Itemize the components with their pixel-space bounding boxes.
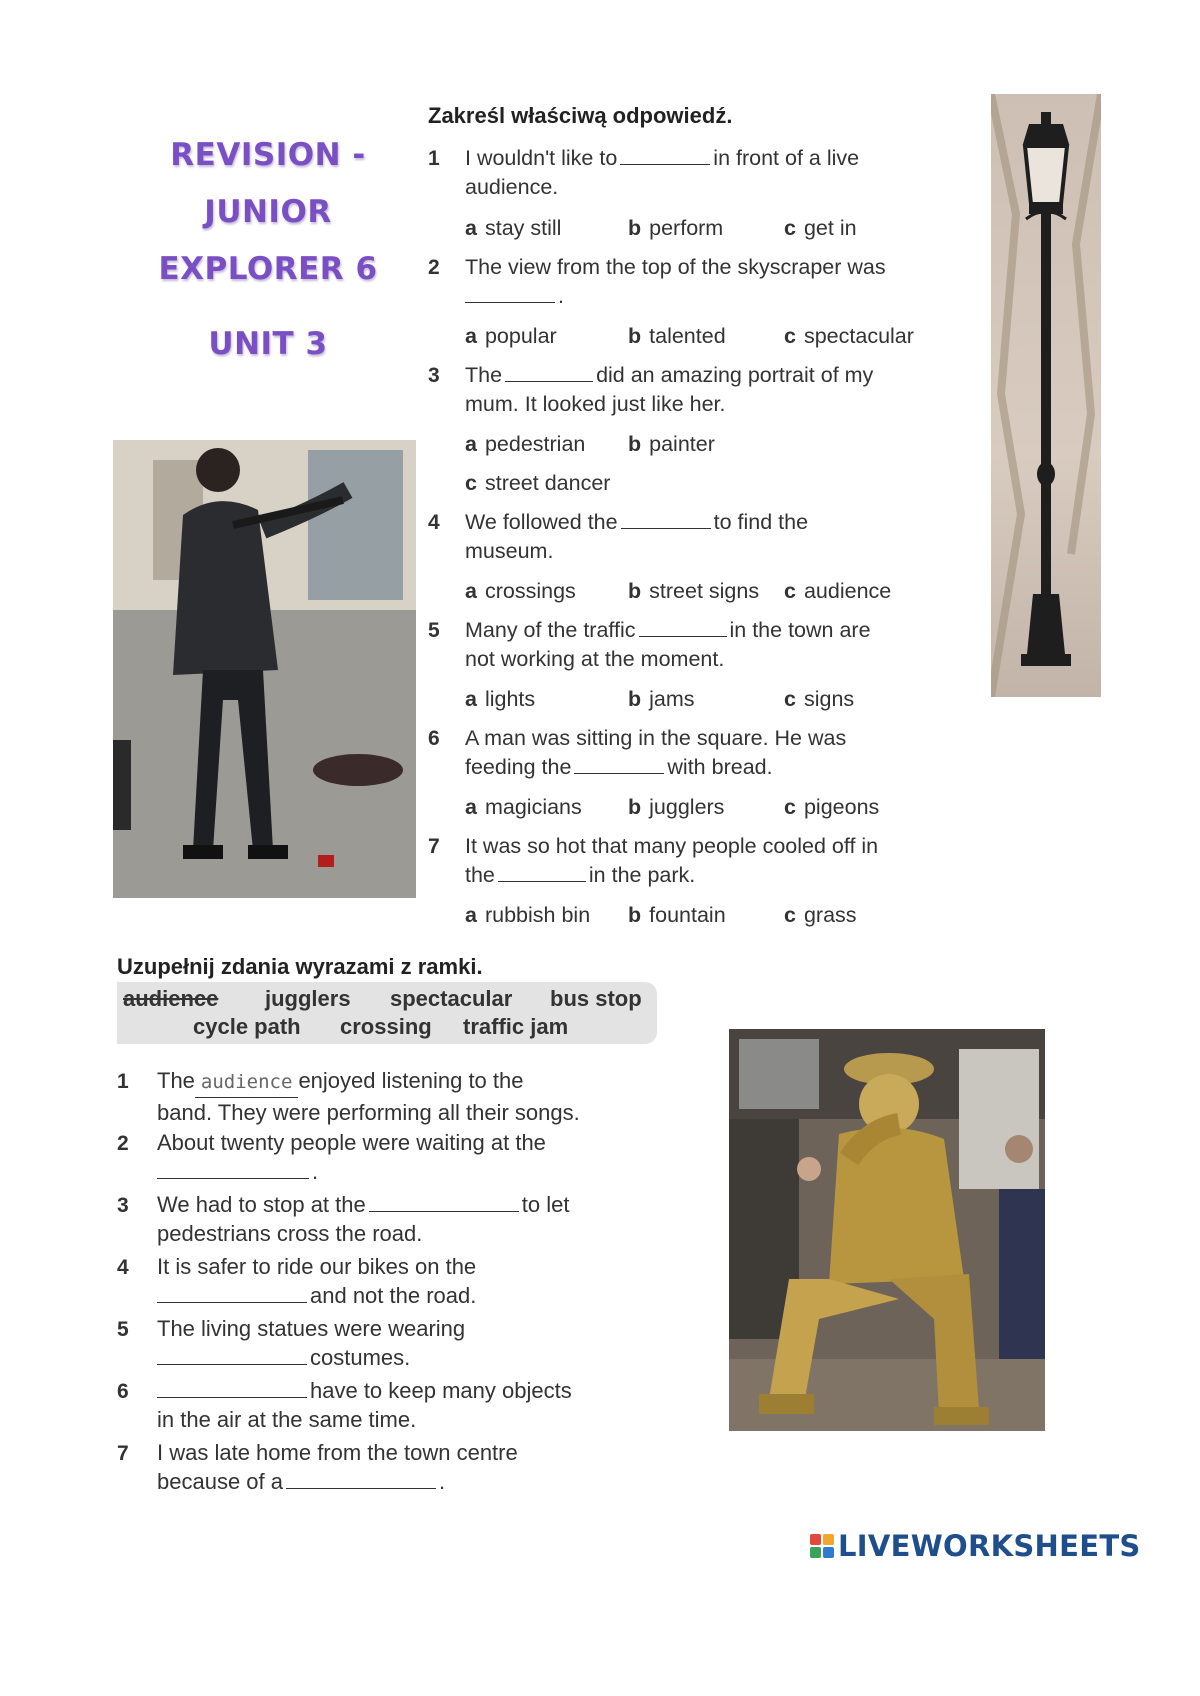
- exercise2-heading: Uzupełnij zdania wyrazami z ramki.: [117, 954, 483, 979]
- e2-q6-number: 6: [117, 1380, 129, 1403]
- q2-text: The view from the top of the skyscraper was .: [465, 255, 886, 308]
- q6-option-c[interactable]: c pigeons: [784, 795, 880, 819]
- q4-option-a[interactable]: a crossings: [465, 579, 576, 603]
- q5-option-b[interactable]: b jams: [628, 687, 695, 711]
- lamp-post-photo: [991, 94, 1101, 697]
- logo-grid-icon: [810, 1531, 834, 1565]
- e2-q5-text: The living statues were wearing costumes.: [157, 1316, 466, 1370]
- q6-text: A man was sitting in the square. He was feeding the with bread.: [465, 726, 847, 779]
- word-audience: audience: [123, 986, 219, 1011]
- e2-q1-text: The audience enjoyed listening to the band. They were performing all their songs.: [157, 1068, 580, 1125]
- q7-number: 7: [428, 835, 440, 858]
- q5-blank[interactable]: [639, 618, 727, 637]
- q7-blank[interactable]: [498, 863, 586, 882]
- e2-q7-text: I was late home from the town centre because of a .: [157, 1440, 518, 1494]
- q7-option-b[interactable]: b fountain: [628, 903, 726, 927]
- q1-option-c[interactable]: c get in: [784, 216, 857, 240]
- q5-number: 5: [428, 619, 440, 642]
- q6-blank[interactable]: [574, 755, 664, 774]
- e2-q5-blank[interactable]: [157, 1346, 307, 1365]
- q5-text: Many of the traffic in the town are not working at the moment.: [465, 618, 871, 671]
- q5-option-c[interactable]: c signs: [784, 687, 855, 711]
- q4-number: 4: [428, 511, 440, 534]
- q7-option-c[interactable]: c grass: [784, 903, 857, 927]
- q6-number: 6: [428, 727, 440, 750]
- q6-option-a[interactable]: a magicians: [465, 795, 582, 819]
- word-box: [117, 982, 657, 1044]
- q4-text: We followed the to find the museum.: [465, 510, 809, 563]
- q6-option-b[interactable]: b jugglers: [628, 795, 725, 819]
- q1-blank[interactable]: [620, 146, 710, 165]
- e2-q3-text: We had to stop at the to let pedestrians cross the road.: [157, 1192, 570, 1246]
- word-jugglers: jugglers: [265, 986, 351, 1011]
- q5-option-a[interactable]: a lights: [465, 687, 536, 711]
- e2-q4-blank[interactable]: [157, 1284, 307, 1303]
- exercise1-heading: Zakreśl właściwą odpowiedź.: [428, 103, 733, 128]
- q1-number: 1: [428, 147, 440, 170]
- e2-q7-blank[interactable]: [286, 1470, 436, 1489]
- e2-q2-text: About twenty people were waiting at the .: [157, 1130, 546, 1184]
- q2-option-b[interactable]: b talented: [628, 324, 726, 348]
- q2-blank[interactable]: [465, 284, 555, 303]
- q2-number: 2: [428, 256, 440, 279]
- q3-option-a[interactable]: a pedestrian: [465, 432, 586, 456]
- violinist-photo: [113, 440, 416, 898]
- living-statue-photo: [729, 1029, 1045, 1431]
- q4-option-b[interactable]: b street signs: [628, 579, 760, 603]
- word-crossing: crossing: [340, 1014, 432, 1039]
- e2-q7-number: 7: [117, 1442, 129, 1465]
- q1-option-b[interactable]: b perform: [628, 216, 724, 240]
- q2-option-a[interactable]: a popular: [465, 324, 557, 348]
- e2-q6-blank[interactable]: [157, 1379, 307, 1398]
- e2-q6-text: have to keep many objects in the air at the same time.: [157, 1378, 572, 1432]
- unit-title: UNIT 3: [208, 326, 328, 362]
- q1-option-a[interactable]: a stay still: [465, 216, 562, 240]
- word-traffic-jam: traffic jam: [463, 1014, 569, 1039]
- word-cycle-path: cycle path: [193, 1014, 301, 1039]
- e2-q3-number: 3: [117, 1194, 129, 1217]
- q7-option-a[interactable]: a rubbish bin: [465, 903, 591, 927]
- e2-q2-blank[interactable]: [157, 1160, 309, 1179]
- liveworksheets-logo[interactable]: LIVEWORKSHEETS: [810, 1529, 1141, 1565]
- e2-q1-number: 1: [117, 1070, 129, 1093]
- e2-q1-answer[interactable]: audience: [195, 1068, 299, 1098]
- e2-q4-text: It is safer to ride our bikes on the and not the road.: [157, 1254, 477, 1308]
- e2-q4-number: 4: [117, 1256, 129, 1279]
- q3-option-c[interactable]: c street dancer: [465, 471, 611, 495]
- word-bus-stop: bus stop: [550, 986, 642, 1011]
- title-line-3: EXPLORER 6: [158, 251, 378, 287]
- q7-text: It was so hot that many people cooled off in the in the park.: [465, 834, 879, 887]
- q4-blank[interactable]: [621, 510, 711, 529]
- title-line-1: REVISION -: [170, 137, 366, 173]
- q3-number: 3: [428, 364, 440, 387]
- q3-text: The did an amazing portrait of my mum. It looked just like her.: [465, 363, 874, 416]
- q2-option-c[interactable]: c spectacular: [784, 324, 914, 348]
- q1-text: I wouldn't like to in front of a live audience.: [465, 146, 860, 199]
- word-spectacular: spectacular: [390, 986, 513, 1011]
- e2-q5-number: 5: [117, 1318, 129, 1341]
- q3-option-b[interactable]: b painter: [628, 432, 715, 456]
- e2-q3-blank[interactable]: [369, 1193, 519, 1212]
- title-line-2: JUNIOR: [204, 194, 332, 230]
- e2-q2-number: 2: [117, 1132, 129, 1155]
- q3-blank[interactable]: [505, 363, 593, 382]
- q4-option-c[interactable]: c audience: [784, 579, 892, 603]
